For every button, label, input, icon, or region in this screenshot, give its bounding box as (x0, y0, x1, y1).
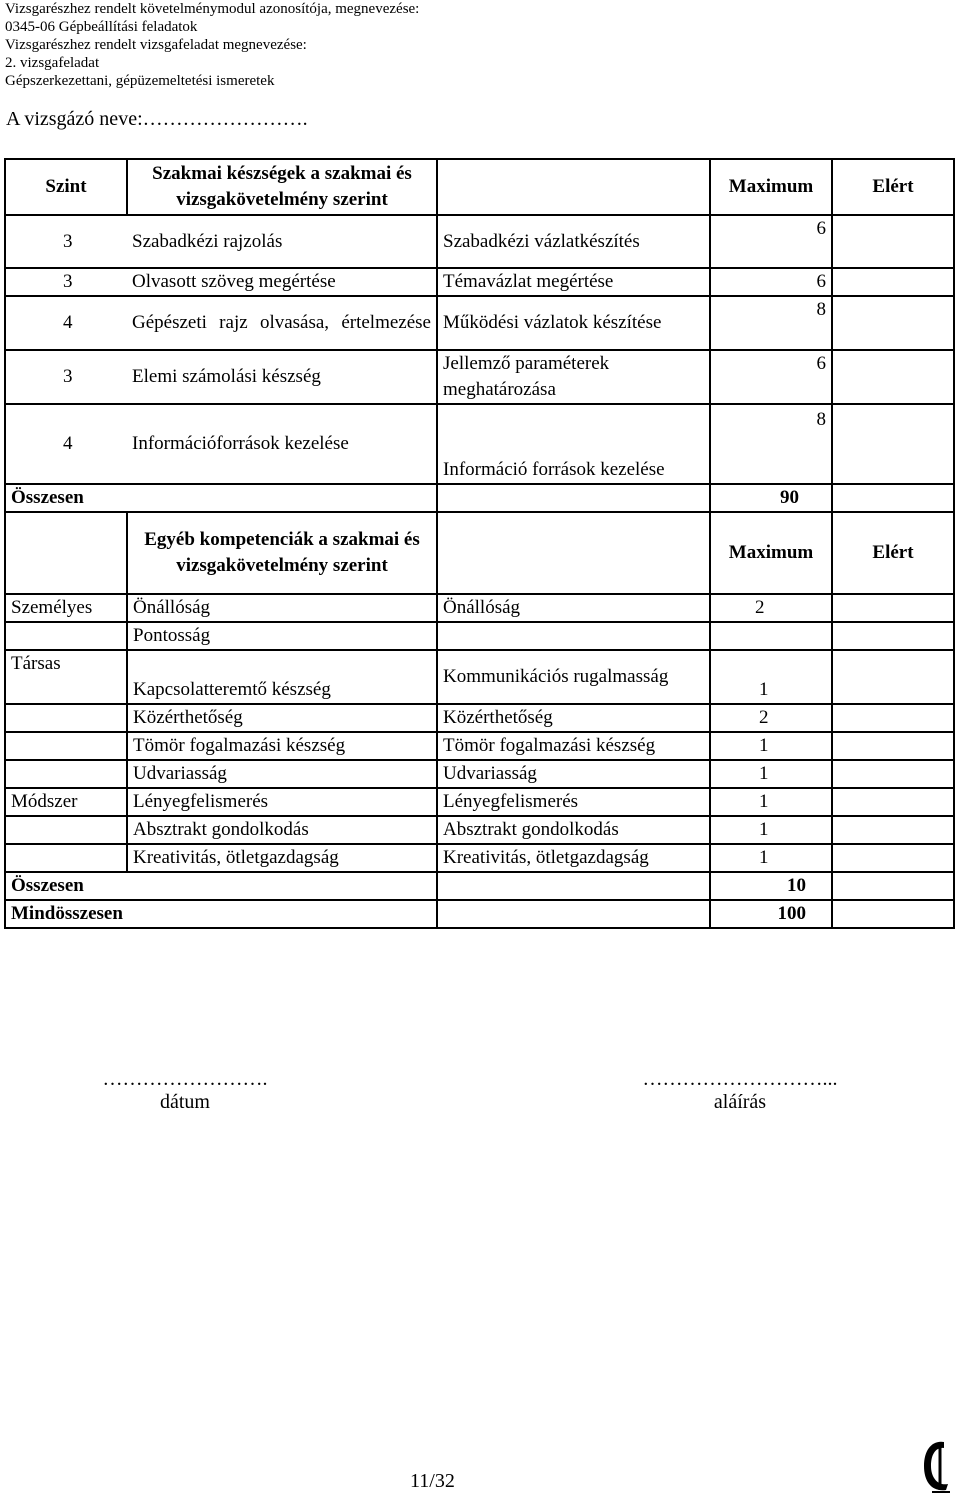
header-module-label: Vizsgarészhez rendelt követelménymodul azonosítója, megnevezése: (5, 1, 420, 17)
row-skill: Olvasott szöveg megértése (127, 268, 437, 296)
row-level: 4 (63, 433, 73, 454)
row-task (437, 622, 710, 650)
row-competency: Közérthetőség (127, 704, 437, 732)
row-level: 4 (63, 312, 73, 333)
signature-line[interactable]: ………………………... (642, 1068, 838, 1090)
table-row (5, 404, 954, 484)
table1-header-row (5, 159, 954, 215)
row-achieved[interactable] (832, 296, 954, 350)
table-row (5, 760, 954, 788)
header-achieved: Elért (832, 159, 954, 215)
row-competency: Kreativitás, ötletgazdagság (127, 844, 437, 872)
row-achieved[interactable] (832, 404, 954, 484)
row-achieved[interactable] (832, 816, 954, 844)
stylized-c-logo-icon (918, 1438, 954, 1496)
page-number: 11/32 (410, 1470, 455, 1492)
row-category (5, 704, 127, 732)
row-max: 2 (710, 594, 832, 622)
row-skill: Szabadkézi rajzolás (127, 215, 437, 268)
row-task: Témavázlat megértése (437, 268, 710, 296)
grand-total-row (5, 900, 954, 928)
row-task: Működési vázlatok készítése (437, 296, 710, 350)
header-max: Maximum (710, 159, 832, 215)
row-competency: Pontosság (127, 622, 437, 650)
header-achieved: Elért (832, 512, 954, 594)
row-category: Társas (5, 650, 127, 704)
row-level: 3 (63, 230, 73, 252)
row-task: Tömör fogalmazási készség (437, 732, 710, 760)
header-module-code: 0345-06 Gépbeállítási feladatok (5, 19, 198, 35)
row-task: Udvariasság (437, 760, 710, 788)
row-achieved[interactable] (832, 704, 954, 732)
total-achieved[interactable] (832, 872, 954, 900)
header-task-title: Gépszerkezettani, gépüzemeltetési ismeretek (5, 73, 275, 89)
row-max: 6 (710, 215, 832, 268)
row-max: 1 (710, 650, 832, 704)
date-signature-block (55, 1068, 315, 1114)
row-achieved[interactable] (832, 650, 954, 704)
row-task: Kommunikációs rugalmasság (437, 650, 710, 704)
total-row (5, 872, 954, 900)
row-category (5, 844, 127, 872)
row-max: 8 (710, 404, 832, 484)
table-row (5, 215, 954, 268)
row-skill: Gépészeti rajz olvasása, értelmezése (127, 296, 437, 350)
header-task-number: 2. vizsgafeladat (5, 55, 100, 71)
row-max (710, 622, 832, 650)
row-max: 1 (710, 844, 832, 872)
row-achieved[interactable] (832, 268, 954, 296)
row-task: Közérthetőség (437, 704, 710, 732)
row-competency: Absztrakt gondolkodás (127, 816, 437, 844)
row-achieved[interactable] (832, 844, 954, 872)
grand-total-label: Mindösszesen (5, 900, 437, 928)
date-line[interactable]: ……………………. (102, 1068, 268, 1090)
row-skill: Információforrások kezelése (127, 404, 437, 484)
row-max: 8 (710, 296, 832, 350)
row-task: Lényegfelismerés (437, 788, 710, 816)
table-row (5, 296, 954, 350)
table-row (5, 844, 954, 872)
row-achieved[interactable] (832, 622, 954, 650)
row-category (5, 732, 127, 760)
row-max: 6 (710, 350, 832, 404)
row-category (5, 760, 127, 788)
row-level: 3 (63, 271, 73, 292)
table-row (5, 816, 954, 844)
row-task: Jellemző paraméterek meghatározása (437, 350, 710, 404)
row-max: 2 (710, 704, 832, 732)
examinee-name-field[interactable]: A vizsgázó neve:……………………. (6, 108, 308, 130)
row-task: Önállóság (437, 594, 710, 622)
grand-total-achieved[interactable] (832, 900, 954, 928)
evaluation-table (4, 158, 955, 929)
row-task: Szabadkézi vázlatkészítés (437, 215, 710, 268)
row-achieved[interactable] (832, 594, 954, 622)
total-label: Összesen (5, 872, 437, 900)
row-max: 1 (710, 732, 832, 760)
total-value: 90 (710, 484, 832, 512)
signature-block (605, 1068, 875, 1114)
header-skills: Szakmai készségek a szakmai és vizsgakövetelmény szerint (127, 159, 437, 215)
row-competency: Lényegfelismerés (127, 788, 437, 816)
header-empty (437, 159, 710, 215)
grand-total-value: 100 (710, 900, 832, 928)
total-achieved[interactable] (832, 484, 954, 512)
row-category (5, 816, 127, 844)
row-task: Kreativitás, ötletgazdagság (437, 844, 710, 872)
table-row (5, 622, 954, 650)
row-task: Absztrakt gondolkodás (437, 816, 710, 844)
row-competency: Önállóság (127, 594, 437, 622)
row-competency: Kapcsolatteremtő készség (127, 650, 437, 704)
date-label: dátum (160, 1091, 210, 1113)
table-row (5, 732, 954, 760)
header-max: Maximum (710, 512, 832, 594)
row-competency: Udvariasság (127, 760, 437, 788)
row-category: Módszer (5, 788, 127, 816)
table-row (5, 788, 954, 816)
row-max: 1 (710, 760, 832, 788)
row-max: 6 (710, 268, 832, 296)
header-competencies: Egyéb kompetenciák a szakmai és vizsgakövetelmény szerint (127, 512, 437, 594)
row-achieved[interactable] (832, 732, 954, 760)
table-row (5, 704, 954, 732)
table-row (5, 268, 954, 296)
row-category: Személyes (5, 594, 127, 622)
total-row (5, 484, 954, 512)
signature-label: aláírás (713, 1091, 767, 1113)
row-level: 3 (63, 366, 73, 387)
table2-header-row (5, 512, 954, 594)
header-level: Szint (5, 159, 127, 215)
row-category (5, 622, 127, 650)
row-skill: Elemi számolási készség (127, 350, 437, 404)
table-row (5, 650, 954, 704)
row-achieved[interactable] (832, 760, 954, 788)
header-task-label: Vizsgarészhez rendelt vizsgafeladat megnevezése: (5, 37, 307, 53)
row-task: Információ források kezelése (437, 404, 710, 484)
row-max: 1 (710, 816, 832, 844)
row-achieved[interactable] (832, 788, 954, 816)
row-achieved[interactable] (832, 350, 954, 404)
row-competency: Tömör fogalmazási készség (127, 732, 437, 760)
table-row (5, 594, 954, 622)
row-achieved[interactable] (832, 215, 954, 268)
table-row (5, 350, 954, 404)
total-value: 10 (710, 872, 832, 900)
total-label: Összesen (5, 484, 437, 512)
row-max: 1 (710, 788, 832, 816)
